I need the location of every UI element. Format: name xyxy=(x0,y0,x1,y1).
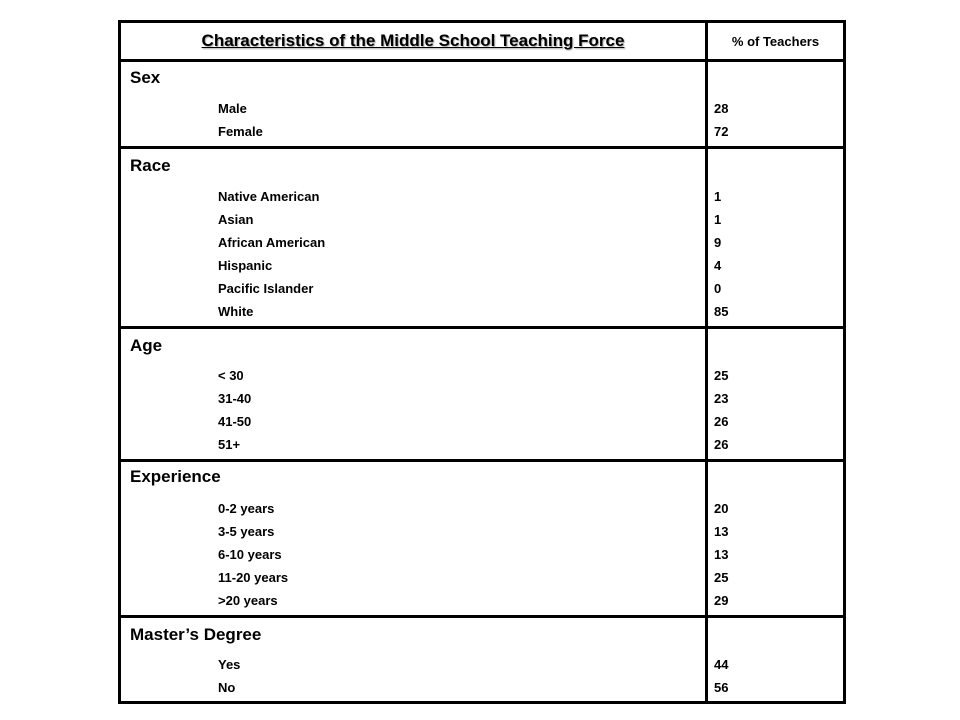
section-label-masters-degree: Master’s Degree xyxy=(130,625,262,644)
row-value: 72 xyxy=(714,124,729,139)
row-label: Female xyxy=(218,124,263,139)
column-header-percent: % of Teachers xyxy=(731,33,820,49)
section-label-race: Race xyxy=(130,156,171,175)
row-label: Pacific Islander xyxy=(218,281,314,296)
row-label: 3-5 years xyxy=(218,524,275,539)
row-value: 29 xyxy=(714,593,729,608)
row-value: 44 xyxy=(714,657,729,672)
row-value: 26 xyxy=(714,437,729,452)
section-divider xyxy=(118,326,846,329)
row-label: Native American xyxy=(218,189,320,204)
row-label: Male xyxy=(218,101,247,116)
row-label: Asian xyxy=(218,212,254,227)
row-value: 56 xyxy=(714,680,729,695)
section-divider xyxy=(118,146,846,149)
row-value: 4 xyxy=(714,258,722,273)
row-value: 25 xyxy=(714,570,729,585)
row-label: 41-50 xyxy=(218,414,252,429)
row-label: Yes xyxy=(218,657,241,672)
row-label: 51+ xyxy=(218,437,241,452)
row-label: 6-10 years xyxy=(218,547,282,562)
header-divider xyxy=(118,59,846,62)
row-value: 26 xyxy=(714,414,729,429)
row-value: 0 xyxy=(714,281,722,296)
table-title: Characteristics of the Middle School Teaching Force xyxy=(201,31,625,50)
row-value: 20 xyxy=(714,501,729,516)
row-label: Hispanic xyxy=(218,258,273,273)
row-value: 1 xyxy=(714,212,722,227)
row-label: >20 years xyxy=(218,593,278,608)
row-label: 11-20 years xyxy=(218,570,289,585)
row-value: 25 xyxy=(714,368,729,383)
row-label: No xyxy=(218,680,236,695)
section-label-experience: Experience xyxy=(130,467,221,486)
section-label-sex: Sex xyxy=(130,68,161,87)
row-value: 1 xyxy=(714,189,722,204)
row-label: African American xyxy=(218,235,326,250)
row-value: 28 xyxy=(714,101,729,116)
row-value: 13 xyxy=(714,524,729,539)
row-value: 23 xyxy=(714,391,729,406)
row-label: White xyxy=(218,304,254,319)
row-label: 0-2 years xyxy=(218,501,275,516)
row-value: 9 xyxy=(714,235,722,250)
row-label: 31-40 xyxy=(218,391,252,406)
section-divider xyxy=(118,615,846,618)
row-label: < 30 xyxy=(218,368,244,383)
row-value: 13 xyxy=(714,547,729,562)
section-label-age: Age xyxy=(130,336,163,355)
row-value: 85 xyxy=(714,304,729,319)
section-divider xyxy=(118,459,846,462)
column-divider xyxy=(705,20,708,704)
